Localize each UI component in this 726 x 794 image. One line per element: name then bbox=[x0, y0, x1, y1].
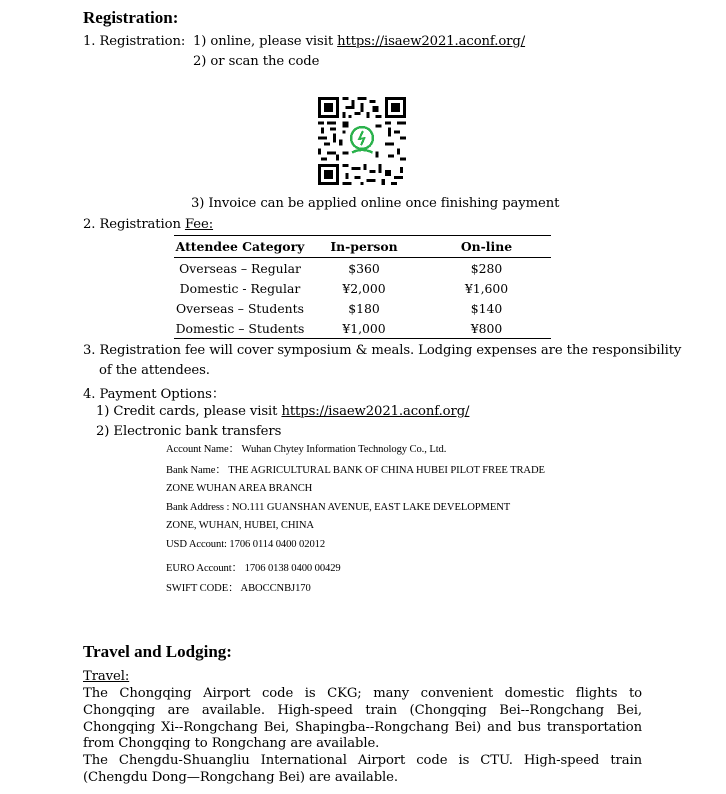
payment-options-label: 4. Payment Options： bbox=[83, 387, 225, 402]
scan-code-text: 2) or scan the code bbox=[193, 54, 320, 69]
usd-account: USD Account: 1706 0114 0400 02012 bbox=[166, 539, 326, 550]
bank-name-line-1: Bank Name： THE AGRICULTURAL BANK OF CHINA HUBEI PILOT FREE TRADE bbox=[166, 465, 545, 476]
table-cell: ¥2,000 bbox=[342, 280, 386, 296]
bank-address-line-2: ZONE, WUHAN, HUBEI, CHINA bbox=[166, 520, 314, 531]
registration-item-3-line-2: of the attendees. bbox=[99, 363, 210, 378]
registration-item-1-label: 1. Registration: bbox=[83, 34, 186, 49]
euro-account: EURO Account： 1706 0138 0400 00429 bbox=[166, 563, 341, 574]
credit-card-text: 1) Credit cards, please visit bbox=[96, 404, 282, 419]
registration-item-2-label bbox=[83, 217, 213, 232]
table-cell: Overseas – Students bbox=[176, 300, 304, 316]
table-row bbox=[174, 318, 551, 339]
online-registration-line bbox=[193, 34, 525, 49]
bank-address-line-1: Bank Address : NO.111 GUANSHAN AVENUE, EAST LAKE DEVELOPMENT bbox=[166, 502, 511, 513]
table-cell: Domestic – Students bbox=[174, 318, 306, 339]
credit-card-line bbox=[96, 404, 469, 419]
payment-link[interactable]: https://isaew2021.aconf.org/ bbox=[281, 404, 470, 419]
header-attendee-category: Attendee Category bbox=[174, 236, 306, 258]
table-cell: $360 bbox=[348, 260, 380, 276]
travel-lodging-heading: Travel and Lodging: bbox=[83, 642, 232, 661]
table-header-row bbox=[174, 236, 551, 258]
header-in-person: In-person bbox=[306, 236, 422, 258]
table-row bbox=[174, 298, 551, 318]
qr-code-icon[interactable] bbox=[318, 97, 406, 185]
table-cell: ¥1,600 bbox=[464, 280, 509, 296]
registration-heading: Registration: bbox=[83, 8, 179, 27]
table-cell: Overseas – Regular bbox=[179, 260, 301, 276]
invoice-text: 3) Invoice can be applied online once finishing payment bbox=[191, 196, 560, 211]
swift-code: SWIFT CODE： ABOCCNBJ170 bbox=[166, 583, 311, 594]
bank-name-line-2: ZONE WUHAN AREA BRANCH bbox=[166, 483, 313, 494]
table-cell: ¥800 bbox=[422, 318, 551, 339]
table-cell: ¥1,000 bbox=[306, 318, 422, 339]
table-cell: $280 bbox=[470, 260, 503, 276]
table-row bbox=[174, 278, 551, 298]
travel-subheading: Travel: bbox=[83, 669, 130, 684]
table-cell: Domestic - Regular bbox=[179, 280, 301, 296]
header-on-line: On-line bbox=[422, 236, 551, 258]
table-row bbox=[174, 258, 551, 279]
travel-paragraph-1: The Chongqing Airport code is CKG; many convenient domestic flights to Chongqing are available. High-speed train (Chongqing Bei--Rongchang Bei, Chongqing Xi--Rongchang Bei, Shapingba--Rongchang Bei) and bus transportation from Chongqing to Rongchang are available. bbox=[83, 686, 642, 752]
registration-link[interactable]: https://isaew2021.aconf.org/ bbox=[337, 34, 526, 49]
registration-item-3-line-1: 3. Registration fee will cover symposium & meals. Lodging expenses are the responsibility bbox=[83, 343, 682, 358]
table-cell: $180 bbox=[348, 300, 380, 316]
table-cell: $140 bbox=[470, 300, 503, 316]
bank-transfer-text: 2) Electronic bank transfers bbox=[96, 424, 282, 439]
bank-account-name: Account Name： Wuhan Chytey Information Technology Co., Ltd. bbox=[166, 444, 447, 455]
online-registration-text: 1) online, please visit bbox=[193, 34, 338, 49]
registration-fee-prefix: 2. Registration bbox=[83, 217, 185, 232]
travel-paragraph-2: The Chengdu-Shuangliu International Airport code is CTU. High-speed train (Chengdu Dong—Rongchang Bei) are available. bbox=[83, 753, 642, 785]
registration-fee-table bbox=[174, 235, 551, 339]
registration-fee-label: Fee: bbox=[184, 217, 214, 232]
